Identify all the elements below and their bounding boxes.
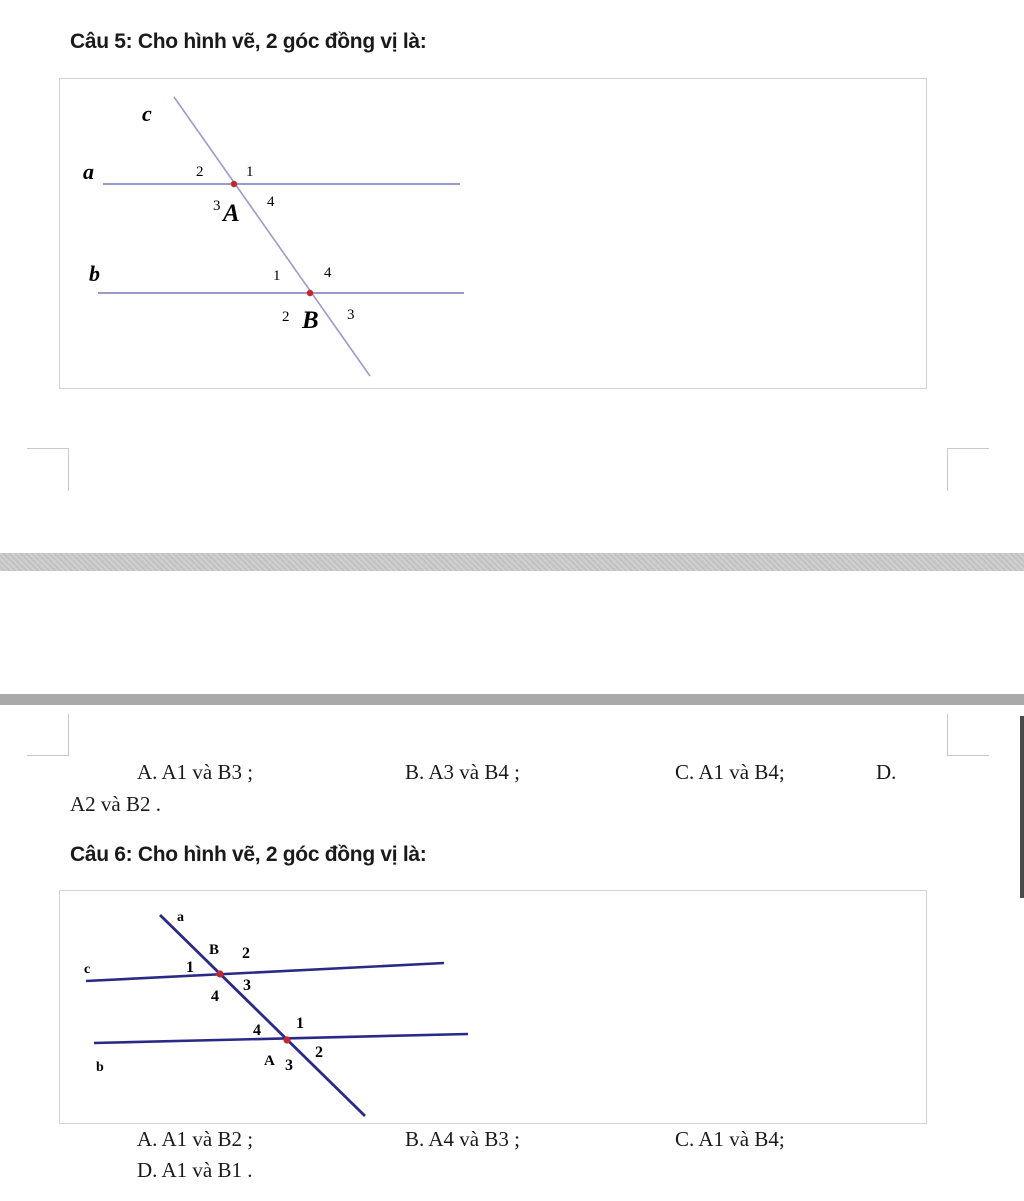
angle-A2-label: 2 [196,164,204,180]
line-label-b: b [96,1060,104,1075]
angle-B2-label: 2 [242,945,250,962]
angle-B1-label: 1 [273,268,281,284]
angle-A2-label: 2 [315,1044,323,1061]
question-5-figure [59,78,927,389]
line-label-c: c [84,962,91,977]
page-corner-mark [27,714,69,756]
point-B-dot [307,290,313,296]
point-A-label: A [264,1053,275,1069]
line-c [174,97,370,376]
angle-B2-label: 2 [282,309,290,325]
question-6-figure [59,890,927,1124]
page-corner-mark [27,448,69,491]
angle-A1-label: 1 [296,1015,304,1032]
q6-answer-c: C. A1 và B4; [675,1127,785,1151]
page-break-separator [0,553,1024,571]
point-A-label: A [223,200,240,227]
point-A-dot [231,181,237,187]
line-label-b: b [89,261,100,286]
line-a [160,915,365,1116]
line-c [86,963,444,981]
angle-B3-label: 3 [347,307,355,323]
angle-B3-label: 3 [243,977,251,994]
angle-A3-label: 3 [213,198,221,214]
page-corner-mark [947,448,989,491]
angle-A3-label: 3 [285,1057,293,1074]
page-top-edge [0,694,1024,705]
line-label-a: a [83,159,94,184]
q6-answer-a: A. A1 và B2 ; [137,1127,254,1151]
question-5-title: Câu 5: Cho hình vẽ, 2 góc đồng vị là: [70,30,427,53]
line-label-c: c [142,101,152,126]
point-B-label: B [209,942,220,958]
angle-A4-label: 4 [267,194,275,210]
page-corner-mark [947,714,989,756]
point-B-dot [216,970,223,977]
angle-A1-label: 1 [246,164,254,180]
q6-answer-b: B. A4 và B3 ; [405,1127,520,1151]
question-6-title: Câu 6: Cho hình vẽ, 2 góc đồng vị là: [70,843,427,866]
question-5-diagram [60,79,928,390]
angle-B1-label: 1 [186,959,194,976]
angle-B4-label: 4 [324,265,332,281]
scrollbar-thumb[interactable] [1020,716,1024,898]
line-label-a: a [177,910,184,925]
q5-answer-b: B. A3 và B4 ; [405,760,520,784]
q5-answer-d-letter: D. [876,760,897,784]
point-A-dot [283,1036,290,1043]
angle-A4-label: 4 [253,1022,261,1039]
q5-answer-d-text: A2 và B2 . [70,792,161,816]
q5-answer-c: C. A1 và B4; [675,760,785,784]
point-B-label: B [302,307,319,334]
q6-answer-d: D. A1 và B1 . [137,1158,253,1182]
angle-B4-label: 4 [211,988,219,1005]
question-6-diagram [60,891,928,1125]
q5-answer-a: A. A1 và B3 ; [137,760,254,784]
